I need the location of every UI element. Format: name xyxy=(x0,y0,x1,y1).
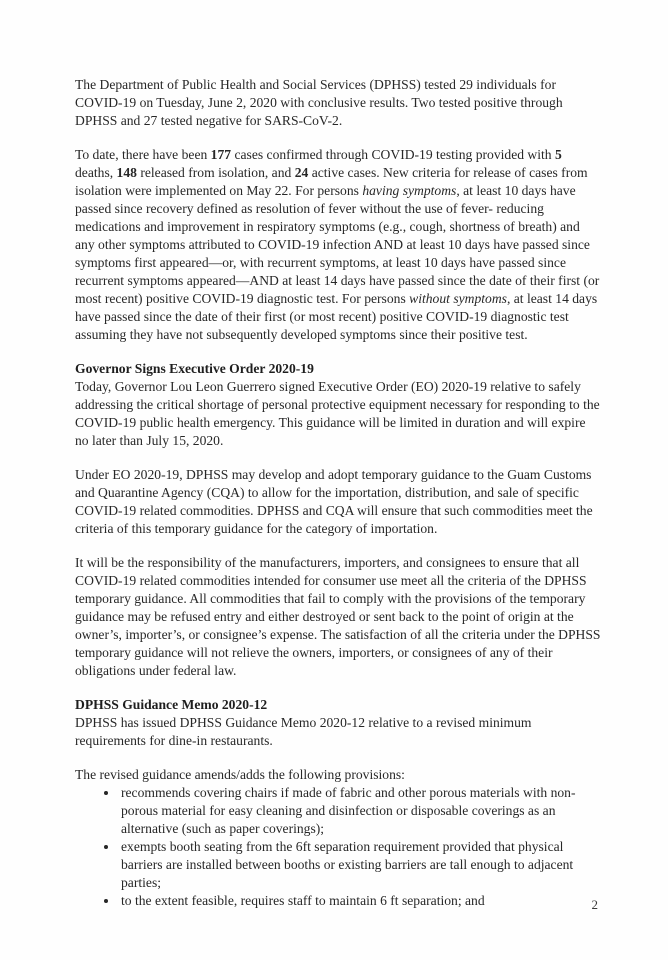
section-heading-guidance-memo: DPHSS Guidance Memo 2020-12 xyxy=(75,697,268,712)
paragraph-eo-details: Under EO 2020-19, DPHSS may develop and adopt temporary guidance to the Guam Customs and Quarantine Agency (CQA) to allow for the importation, distribution, and sale of specific COVID-19 related commodities. DPHSS and CQA will ensure that such commodities meet the criteria of this temporary guidance for the category of importation. xyxy=(75,467,593,536)
page-number: 2 xyxy=(591,897,598,912)
provisions-bullet-list xyxy=(75,784,602,910)
paragraph-testing-update: The Department of Public Health and Social Services (DPHSS) tested 29 individuals for COVID-19 on Tuesday, June 2, 2020 with conclusive results. Two tested positive through DPHSS and 27 tested negative for SARS-CoV-2. xyxy=(75,77,563,128)
paragraph-case-counts: To date, there have been 177 cases confirmed through COVID-19 testing provided with 5 deaths, 148 released from isolation, and 24 active cases. New criteria for release of cases from isolation were implemented on May 22. For persons having symptoms, at least 10 days have passed since recovery defined as resolution of fever without the use of fever- reducing medications and improvement in respiratory symptoms (e.g., cough, shortness of breath) and any other symptoms attributed to COVID-19 infection AND at least 10 days have passed since symptoms first appeared—or, with recurrent symptoms, at least 10 days have passed since recurrent symptoms appeared—AND at least 14 days have passed since the date of their first (or most recent) positive COVID-19 diagnostic test. For persons without symptoms, at least 14 days have passed since the date of their first (or most recent) positive COVID-19 diagnostic test assuming they have not subsequently developed symptoms since their positive test. xyxy=(75,147,600,342)
paragraph-eo-signed: Today, Governor Lou Leon Guerrero signed Executive Order (EO) 2020-19 relative to safely addressing the critical shortage of personal protective equipment necessary for responding to the COVID-19 public health emergency. This guidance will be limited in duration and will expire no later than July 15, 2020. xyxy=(75,379,600,448)
paragraph-revised-guidance-lead: The revised guidance amends/adds the following provisions: xyxy=(75,767,405,782)
section-heading-executive-order: Governor Signs Executive Order 2020-19 xyxy=(75,361,314,376)
bullet-item-booth-seating: • exempts booth seating from the 6ft separation requirement provided that physical barriers are installed between booths or existing barriers are tall enough to adjacent parties; xyxy=(119,838,602,892)
document-body xyxy=(75,76,602,910)
paragraph-responsibility: It will be the responsibility of the manufacturers, importers, and consignees to ensure that all COVID-19 related commodities intended for consumer use meet all the criteria of the DPHSS temporary guidance. All commodities that fail to comply with the provisions of the temporary guidance may be refused entry and either destroyed or sent back to the point of origin at the owner’s, importer’s, or consignee’s expense. The satisfaction of all the criteria under the DPHSS temporary guidance will not relieve the owners, importers, or consignees of any of their obligations under federal law. xyxy=(75,555,601,678)
bullet-item-covering-chairs: • recommends covering chairs if made of fabric and other porous materials with non-porous material for easy cleaning and disinfection or disposable coverings as an alternative (such as paper coverings); xyxy=(119,784,602,838)
bullet-item-staff-separation: • to the extent feasible, requires staff to maintain 6 ft separation; and xyxy=(119,892,602,910)
paragraph-memo-intro: DPHSS has issued DPHSS Guidance Memo 2020-12 relative to a revised minimum requirements for dine-in restaurants. xyxy=(75,715,532,748)
